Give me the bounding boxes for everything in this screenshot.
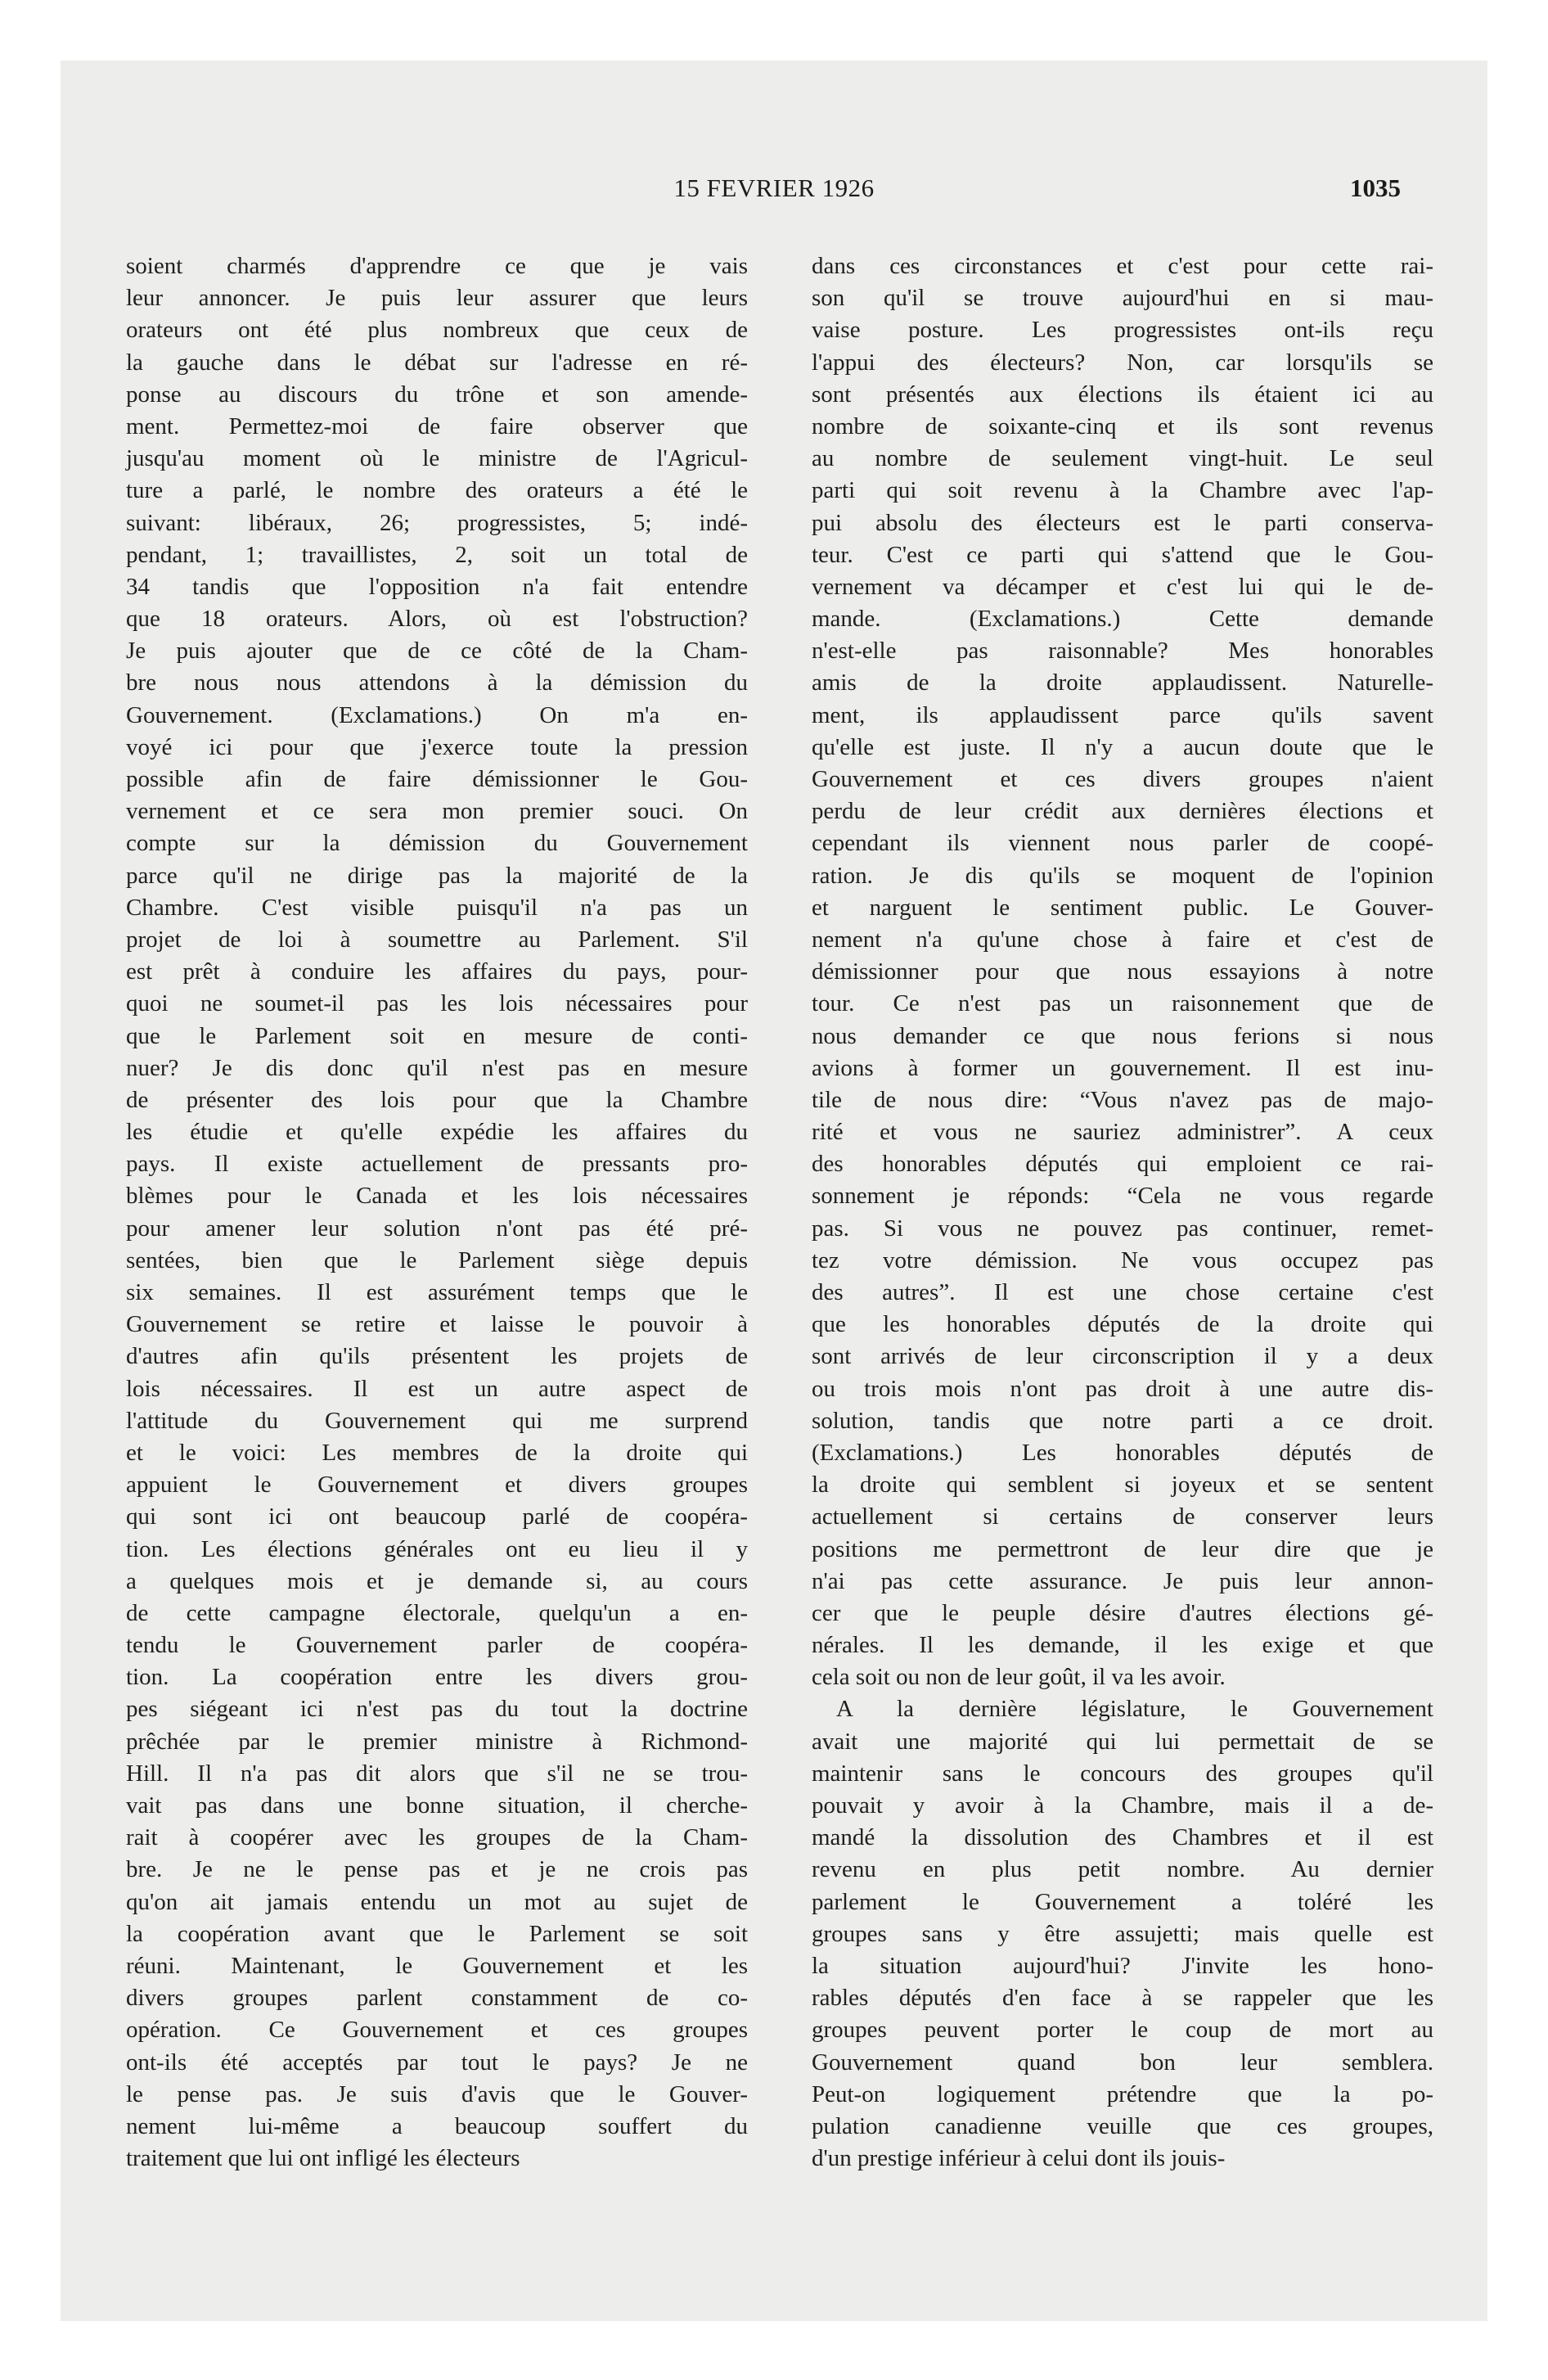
text-line: parce qu'il ne dirige pas la majorité de la xyxy=(126,862,748,889)
text-line: lois nécessaires. Il est un autre aspect de xyxy=(126,1375,748,1402)
text-line: Gouvernement se retire et laisse le pouvoir à xyxy=(126,1311,748,1338)
page-number: 1035 xyxy=(1350,174,1401,202)
text-columns xyxy=(126,250,1435,2215)
text-line: que les honorables députés de la droite qui xyxy=(812,1311,1433,1338)
text-line: bre. Je ne le pense pas et je ne crois pas xyxy=(126,1856,748,1883)
text-line: sont présentés aux élections ils étaient ici au xyxy=(812,381,1433,408)
text-line: pouvait y avoir à la Chambre, mais il a de- xyxy=(812,1792,1433,1819)
text-line: cer que le peuple désire d'autres élections gé- xyxy=(812,1599,1433,1626)
text-line: opération. Ce Gouvernement et ces groupes xyxy=(126,2017,748,2044)
text-line: nous demander ce que nous ferions si nous xyxy=(812,1022,1433,1049)
text-line: nement lui-même a beaucoup souffert du xyxy=(126,2112,748,2139)
text-line: l'appui des électeurs? Non, car lorsqu'ils se xyxy=(812,349,1433,376)
text-line: que 18 orateurs. Alors, où est l'obstruction? xyxy=(126,606,748,633)
text-line: revenu en plus petit nombre. Au dernier xyxy=(812,1856,1433,1883)
text-line: rité et vous ne sauriez administrer”. A ceux xyxy=(812,1119,1433,1146)
text-line: sentées, bien que le Parlement siège depuis xyxy=(126,1246,748,1273)
text-line: mandé la dissolution des Chambres et il est xyxy=(812,1824,1433,1851)
text-line: la droite qui semblent si joyeux et se sentent xyxy=(812,1472,1433,1499)
text-line: d'autres afin qu'ils présentent les projets de xyxy=(126,1343,748,1370)
text-line: sonnement je réponds: “Cela ne vous regarde xyxy=(812,1183,1433,1210)
text-line: tendu le Gouvernement parler de coopéra- xyxy=(126,1632,748,1659)
text-line: pays. Il existe actuellement de pressants pro- xyxy=(126,1151,748,1178)
right-column xyxy=(812,250,1433,2175)
text-line: nement n'a qu'une chose à faire et c'est de xyxy=(812,926,1433,953)
text-line: Chambre. C'est visible puisqu'il n'a pas un xyxy=(126,894,748,921)
text-line: teur. C'est ce parti qui s'attend que le Gou- xyxy=(812,541,1433,568)
text-line: pes siégeant ici n'est pas du tout la doctrine xyxy=(126,1696,748,1723)
text-line: Gouvernement. (Exclamations.) On m'a en- xyxy=(126,701,748,728)
text-line: appuient le Gouvernement et divers groupes xyxy=(126,1472,748,1499)
text-line: orateurs ont été plus nombreux que ceux de xyxy=(126,317,748,344)
text-line: positions me permettront de leur dire que je xyxy=(812,1535,1433,1562)
text-line: divers groupes parlent constamment de co- xyxy=(126,1985,748,2012)
text-line: bre nous nous attendons à la démission du xyxy=(126,669,748,696)
text-line: nuer? Je dis donc qu'il n'est pas en mesure xyxy=(126,1054,748,1081)
page-scan xyxy=(61,61,1487,2321)
left-column xyxy=(126,250,748,2175)
text-line: nérales. Il les demande, il les exige et que xyxy=(812,1632,1433,1659)
text-line: des honorables députés qui emploient ce rai- xyxy=(812,1151,1433,1178)
text-line: rables députés d'en face à se rappeler que les xyxy=(812,1985,1433,2012)
text-line: parti qui soit revenu à la Chambre avec l'ap- xyxy=(812,477,1433,504)
text-line: ment, ils applaudissent parce qu'ils savent xyxy=(812,701,1433,728)
text-line: tion. La coopération entre les divers grou- xyxy=(126,1664,748,1691)
text-line: Gouvernement et ces divers groupes n'aient xyxy=(812,766,1433,792)
text-line: solution, tandis que notre parti a ce droit. xyxy=(812,1407,1433,1434)
text-line: avait une majorité qui lui permettait de se xyxy=(812,1728,1433,1755)
text-line: l'attitude du Gouvernement qui me surprend xyxy=(126,1407,748,1434)
text-line: sont arrivés de leur circonscription il y a deux xyxy=(812,1343,1433,1370)
text-line: possible afin de faire démissionner le Gou- xyxy=(126,766,748,792)
text-line: ponse au discours du trône et son amende- xyxy=(126,381,748,408)
text-line: ture a parlé, le nombre des orateurs a été le xyxy=(126,477,748,504)
text-line: six semaines. Il est assurément temps que le xyxy=(126,1279,748,1305)
page-header xyxy=(61,174,1487,223)
text-line: traitement que lui ont infligé les électeurs xyxy=(126,2145,520,2172)
text-line: pas. Si vous ne pouvez pas continuer, remet- xyxy=(812,1215,1433,1242)
text-line: rait à coopérer avec les groupes de la Cham- xyxy=(126,1824,748,1851)
text-line: la gauche dans le débat sur l'adresse en ré- xyxy=(126,349,748,376)
text-line: groupes peuvent porter le coup de mort au xyxy=(812,2017,1433,2044)
text-line: n'ai pas cette assurance. Je puis leur annon- xyxy=(812,1567,1433,1594)
text-line: des autres”. Il est une chose certaine c'est xyxy=(812,1279,1433,1305)
text-line: 34 tandis que l'opposition n'a fait entendre xyxy=(126,573,748,600)
text-line: et narguent le sentiment public. Le Gouver- xyxy=(812,894,1433,921)
text-line: projet de loi à soumettre au Parlement. S'il xyxy=(126,926,748,953)
text-line: de présenter des lois pour que la Chambre xyxy=(126,1086,748,1113)
text-line: la situation aujourd'hui? J'invite les hono- xyxy=(812,1952,1433,1979)
text-line: vait pas dans une bonne situation, il cherche- xyxy=(126,1792,748,1819)
text-line: d'un prestige inférieur à celui dont ils jouis- xyxy=(812,2145,1226,2172)
text-line: dans ces circonstances et c'est pour cette rai- xyxy=(812,253,1433,279)
text-line: nombre de soixante-cinq et ils sont revenus xyxy=(812,412,1433,439)
text-line: A la dernière législature, le Gouvernement xyxy=(836,1696,1433,1723)
text-line: pour amener leur solution n'ont pas été pré- xyxy=(126,1215,748,1242)
text-line: vernement et ce sera mon premier souci. On xyxy=(126,798,748,825)
text-line: tile de nous dire: “Vous n'avez pas de majo- xyxy=(812,1086,1433,1113)
text-line: a quelques mois et je demande si, au cours xyxy=(126,1567,748,1594)
text-line: ou trois mois n'ont pas droit à une autre dis- xyxy=(812,1375,1433,1402)
text-line: prêchée par le premier ministre à Richmond- xyxy=(126,1728,748,1755)
text-line: voyé ici pour que j'exerce toute la pression xyxy=(126,733,748,760)
text-line: les étudie et qu'elle expédie les affaires du xyxy=(126,1119,748,1146)
text-line: qu'elle est juste. Il n'y a aucun doute que le xyxy=(812,733,1433,760)
text-line: vaise posture. Les progressistes ont-ils reçu xyxy=(812,317,1433,344)
text-line: suivant: libéraux, 26; progressistes, 5; indé- xyxy=(126,509,748,536)
text-line: de cette campagne électorale, quelqu'un a en- xyxy=(126,1599,748,1626)
text-line: qu'on ait jamais entendu un mot au sujet de xyxy=(126,1888,748,1915)
text-line: groupes sans y être assujetti; mais quelle est xyxy=(812,1920,1433,1947)
text-line: (Exclamations.) Les honorables députés de xyxy=(812,1439,1433,1466)
text-line: tour. Ce n'est pas un raisonnement que de xyxy=(812,990,1433,1017)
text-line: quoi ne soumet-il pas les lois nécessaires pour xyxy=(126,990,748,1017)
text-line: vernement va décamper et c'est lui qui le de- xyxy=(812,573,1433,600)
text-line: pendant, 1; travaillistes, 2, soit un total de xyxy=(126,541,748,568)
text-line: jusqu'au moment où le ministre de l'Agricul- xyxy=(126,445,748,472)
text-line: Gouvernement quand bon leur semblera. xyxy=(812,2049,1433,2076)
text-line: Peut-on logiquement prétendre que la po- xyxy=(812,2080,1433,2107)
text-line: la coopération avant que le Parlement se soit xyxy=(126,1920,748,1947)
text-line: et le voici: Les membres de la droite qui xyxy=(126,1439,748,1466)
text-line: compte sur la démission du Gouvernement xyxy=(126,830,748,857)
text-line: n'est-elle pas raisonnable? Mes honorables xyxy=(812,638,1433,665)
text-line: cela soit ou non de leur goût, il va les avoir. xyxy=(812,1664,1226,1691)
text-line: pui absolu des électeurs est le parti conserva- xyxy=(812,509,1433,536)
text-line: mande. (Exclamations.) Cette demande xyxy=(812,606,1433,633)
text-line: Hill. Il n'a pas dit alors que s'il ne se trou- xyxy=(126,1760,748,1787)
text-line: leur annoncer. Je puis leur assurer que leurs xyxy=(126,285,748,312)
text-line: perdu de leur crédit aux dernières élections et xyxy=(812,798,1433,825)
text-line: avions à former un gouvernement. Il est inu- xyxy=(812,1054,1433,1081)
text-line: blèmes pour le Canada et les lois nécessaires xyxy=(126,1183,748,1210)
text-line: pulation canadienne veuille que ces groupes, xyxy=(812,2112,1433,2139)
text-line: parlement le Gouvernement a toléré les xyxy=(812,1888,1433,1915)
text-line: ment. Permettez-moi de faire observer que xyxy=(126,412,748,439)
page-date: 15 FEVRIER 1926 xyxy=(673,174,875,202)
text-line: démissionner pour que nous essayions à notre xyxy=(812,958,1433,985)
text-line: actuellement si certains de conserver leurs xyxy=(812,1503,1433,1530)
text-line: tez votre démission. Ne vous occupez pas xyxy=(812,1246,1433,1273)
text-line: tion. Les élections générales ont eu lieu il y xyxy=(126,1535,748,1562)
text-line: maintenir sans le concours des groupes qu'il xyxy=(812,1760,1433,1787)
text-line: réuni. Maintenant, le Gouvernement et les xyxy=(126,1952,748,1979)
text-line: son qu'il se trouve aujourd'hui en si mau- xyxy=(812,285,1433,312)
text-line: amis de la droite applaudissent. Naturelle- xyxy=(812,669,1433,696)
text-line: le pense pas. Je suis d'avis que le Gouver- xyxy=(126,2080,748,2107)
text-line: au nombre de seulement vingt-huit. Le seul xyxy=(812,445,1433,472)
text-line: que le Parlement soit en mesure de conti- xyxy=(126,1022,748,1049)
text-line: ration. Je dis qu'ils se moquent de l'opinion xyxy=(812,862,1433,889)
text-line: qui sont ici ont beaucoup parlé de coopéra- xyxy=(126,1503,748,1530)
text-line: Je puis ajouter que de ce côté de la Cham- xyxy=(126,638,748,665)
text-line: soient charmés d'apprendre ce que je vais xyxy=(126,253,748,279)
text-line: est prêt à conduire les affaires du pays, pour- xyxy=(126,958,748,985)
text-line: ont-ils été acceptés par tout le pays? Je ne xyxy=(126,2049,748,2076)
text-line: cependant ils viennent nous parler de coopé- xyxy=(812,830,1433,857)
